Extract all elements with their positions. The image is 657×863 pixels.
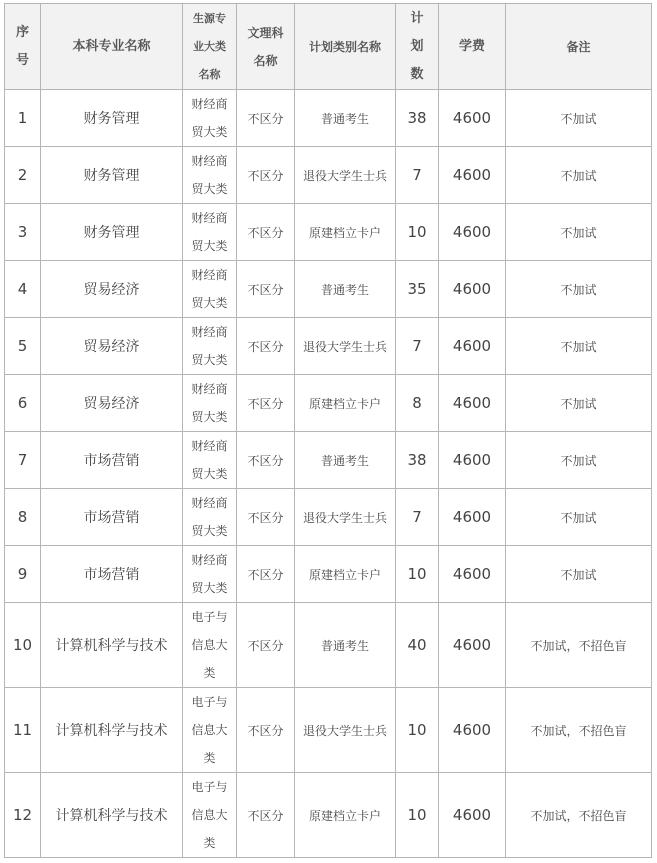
plan-type: 普通考生 — [295, 432, 396, 489]
plan-type: 退役大学生士兵 — [295, 318, 396, 375]
arts-science: 不区分 — [237, 261, 295, 318]
tuition-fee: 4600 — [439, 90, 506, 147]
note: 不加试 — [506, 546, 652, 603]
arts-science: 不区分 — [237, 147, 295, 204]
major-name: 财务管理 — [41, 147, 183, 204]
row-number: 8 — [5, 489, 41, 546]
note: 不加试 — [506, 204, 652, 261]
table-row — [5, 204, 652, 261]
plan-count: 38 — [396, 90, 439, 147]
source-category: 电子与 信息大 类 — [183, 603, 237, 688]
plan-type: 原建档立卡户 — [295, 204, 396, 261]
header-row — [5, 4, 652, 90]
major-name: 贸易经济 — [41, 318, 183, 375]
major-name: 财务管理 — [41, 90, 183, 147]
plan-type: 普通考生 — [295, 603, 396, 688]
plan-type: 原建档立卡户 — [295, 375, 396, 432]
arts-science: 不区分 — [237, 688, 295, 773]
plan-type: 退役大学生士兵 — [295, 489, 396, 546]
source-category: 财经商 贸大类 — [183, 147, 237, 204]
tuition-fee: 4600 — [439, 546, 506, 603]
plan-count: 7 — [396, 318, 439, 375]
table-row — [5, 546, 652, 603]
table-row — [5, 90, 652, 147]
header-no: 序 号 — [5, 4, 41, 90]
note: 不加试，不招色盲 — [506, 603, 652, 688]
tuition-fee: 4600 — [439, 773, 506, 858]
table-row — [5, 261, 652, 318]
arts-science: 不区分 — [237, 773, 295, 858]
row-number: 7 — [5, 432, 41, 489]
major-name: 计算机科学与技术 — [41, 603, 183, 688]
tuition-fee: 4600 — [439, 432, 506, 489]
note: 不加试 — [506, 90, 652, 147]
table-row — [5, 147, 652, 204]
plan-count: 10 — [396, 204, 439, 261]
row-number: 5 — [5, 318, 41, 375]
major-name: 计算机科学与技术 — [41, 773, 183, 858]
header-plan-count: 计 划 数 — [396, 4, 439, 90]
plan-type: 普通考生 — [295, 90, 396, 147]
major-name: 计算机科学与技术 — [41, 688, 183, 773]
source-category: 财经商 贸大类 — [183, 318, 237, 375]
note: 不加试 — [506, 375, 652, 432]
row-number: 9 — [5, 546, 41, 603]
tuition-fee: 4600 — [439, 489, 506, 546]
tuition-fee: 4600 — [439, 375, 506, 432]
arts-science: 不区分 — [237, 432, 295, 489]
table-row — [5, 318, 652, 375]
plan-count: 40 — [396, 603, 439, 688]
source-category: 财经商 贸大类 — [183, 432, 237, 489]
header-major: 本科专业名称 — [41, 4, 183, 90]
plan-count: 38 — [396, 432, 439, 489]
note: 不加试，不招色盲 — [506, 688, 652, 773]
header-plan-type: 计划类别名称 — [295, 4, 396, 90]
source-category: 财经商 贸大类 — [183, 546, 237, 603]
row-number: 12 — [5, 773, 41, 858]
note: 不加试 — [506, 261, 652, 318]
plan-count: 35 — [396, 261, 439, 318]
plan-count: 7 — [396, 147, 439, 204]
table-row — [5, 773, 652, 858]
enrollment-plan-table — [4, 3, 652, 858]
tuition-fee: 4600 — [439, 204, 506, 261]
plan-type: 普通考生 — [295, 261, 396, 318]
arts-science: 不区分 — [237, 204, 295, 261]
tuition-fee: 4600 — [439, 603, 506, 688]
arts-science: 不区分 — [237, 375, 295, 432]
row-number: 11 — [5, 688, 41, 773]
note: 不加试 — [506, 489, 652, 546]
plan-count: 7 — [396, 489, 439, 546]
source-category: 财经商 贸大类 — [183, 204, 237, 261]
arts-science: 不区分 — [237, 90, 295, 147]
arts-science: 不区分 — [237, 318, 295, 375]
row-number: 4 — [5, 261, 41, 318]
plan-count: 10 — [396, 546, 439, 603]
note: 不加试 — [506, 318, 652, 375]
header-arts-science: 文理科 名称 — [237, 4, 295, 90]
tuition-fee: 4600 — [439, 147, 506, 204]
plan-count: 10 — [396, 688, 439, 773]
table-row — [5, 375, 652, 432]
row-number: 2 — [5, 147, 41, 204]
tuition-fee: 4600 — [439, 261, 506, 318]
arts-science: 不区分 — [237, 603, 295, 688]
table-row — [5, 688, 652, 773]
row-number: 6 — [5, 375, 41, 432]
major-name: 市场营销 — [41, 489, 183, 546]
plan-type: 退役大学生士兵 — [295, 688, 396, 773]
major-name: 财务管理 — [41, 204, 183, 261]
row-number: 1 — [5, 90, 41, 147]
major-name: 市场营销 — [41, 546, 183, 603]
major-name: 市场营销 — [41, 432, 183, 489]
header-note: 备注 — [506, 4, 652, 90]
major-name: 贸易经济 — [41, 375, 183, 432]
source-category: 电子与 信息大 类 — [183, 688, 237, 773]
source-category: 财经商 贸大类 — [183, 489, 237, 546]
table-row — [5, 432, 652, 489]
tuition-fee: 4600 — [439, 318, 506, 375]
note: 不加试 — [506, 147, 652, 204]
header-source-category: 生源专 业大类 名称 — [183, 4, 237, 90]
source-category: 财经商 贸大类 — [183, 261, 237, 318]
source-category: 电子与 信息大 类 — [183, 773, 237, 858]
table-row — [5, 603, 652, 688]
table-body — [5, 90, 652, 858]
source-category: 财经商 贸大类 — [183, 375, 237, 432]
plan-type: 原建档立卡户 — [295, 773, 396, 858]
plan-type: 退役大学生士兵 — [295, 147, 396, 204]
header-fee: 学费 — [439, 4, 506, 90]
tuition-fee: 4600 — [439, 688, 506, 773]
arts-science: 不区分 — [237, 489, 295, 546]
row-number: 10 — [5, 603, 41, 688]
table-row — [5, 489, 652, 546]
note: 不加试 — [506, 432, 652, 489]
plan-count: 8 — [396, 375, 439, 432]
plan-type: 原建档立卡户 — [295, 546, 396, 603]
plan-count: 10 — [396, 773, 439, 858]
source-category: 财经商 贸大类 — [183, 90, 237, 147]
row-number: 3 — [5, 204, 41, 261]
major-name: 贸易经济 — [41, 261, 183, 318]
arts-science: 不区分 — [237, 546, 295, 603]
note: 不加试，不招色盲 — [506, 773, 652, 858]
